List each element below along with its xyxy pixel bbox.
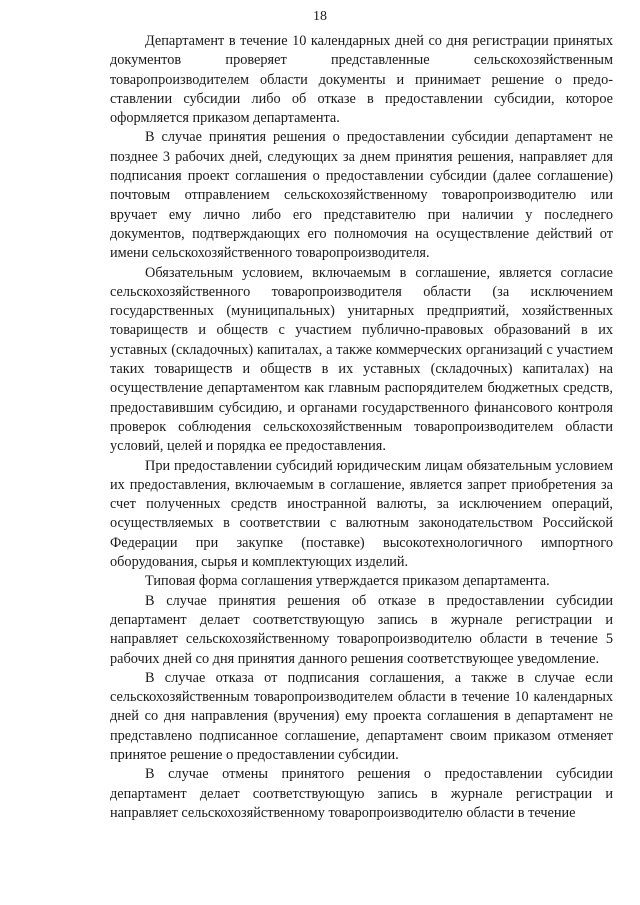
paragraph-standard-form: Типовая форма соглашения утверждается приказом департамента. — [145, 573, 550, 590]
paragraph-decision-cancellation: В случае отмены принятого решения о предоставлении субсидии департамент делает соответствующую запись в журнале регистрации и направляет сельскохозяйственному товаропроизводителю области в течение — [110, 766, 613, 821]
paragraph-mandatory-condition: Обязательным условием, включаемым в соглашение, является согласие сельскохозяйственного товаропроизводителя области (за исключением государственных (муниципальных) унитарных предприятий, хозяйственных товариществ и обществ с участием публично-правовых образований в их уставных (складочных) капиталах, а также коммерческих организаций с участием таких товариществ и обществ в их уставных (складочных) капиталах) на осуществление департаментом как главным распорядителем бюджетных средств, предоставившим субсидию, и органами государственного финансового контроля проверок соблюдения сельскохозяйственным товаропроизводителем области условий, целей и порядка ее предоставления. — [110, 264, 613, 455]
page-number: 18 — [313, 9, 327, 24]
document-body — [110, 32, 613, 823]
paragraph-refusal-decision: В случае принятия решения об отказе в предоставлении субсидии департамент делает соответствующую запись в журнале регистрации и направляет сельскохозяйственному товаропроизводителю области в течение 5 рабочих дней со дня принятия данного решения соответствующее уведомление. — [110, 592, 613, 667]
paragraph-review-period: Департамент в течение 10 календарных дней со дня регистрации принятых документов проверяет представленные сельскохозяйственным товаропроизводителем области документы и принимает решение о предоставлении субсидии либо об отказе в предоставлении субсидии, которое оформляется приказом департамента. — [110, 33, 613, 127]
paragraph-signing-refusal: В случае отказа от подписания соглашения, а также в случае если сельскохозяйственным товаропроизводителем области в течение 10 календарных дней со дня направления (вручения) ему проекта соглашения в департамент не представлено подписанное соглашение, департамент своим приказом отменяет принятое решение о предоставлении субсидии. — [110, 669, 613, 763]
paragraph-currency-prohibition: При предоставлении субсидий юридическим лицам обязательным условием их предоставления, включаемым в соглашение, является запрет приобретения за счет полученных средств иностранной валюты, за исключением операций, осуществляемых в соответствии с валютным законодательством Российской Федерации при закупке (поставке) высокотехнологичного импортного оборудования, сырья и комплектующих изделий. — [110, 457, 613, 571]
paragraph-grant-decision: В случае принятия решения о предоставлении субсидии департамент не позднее 3 рабочих дней, следующих за днем принятия решения, направляет для подписания проект соглашения о предоставлении субсидии (далее соглашение) почтовым отправлением сельскохозяйственному товаропроизводителю или вручает ему лично либо его представителю при наличии у последнего документов, подтверждающих его полномочия на осуществление действий от имени сельскохозяйственного товаропроизводителя. — [110, 129, 613, 262]
